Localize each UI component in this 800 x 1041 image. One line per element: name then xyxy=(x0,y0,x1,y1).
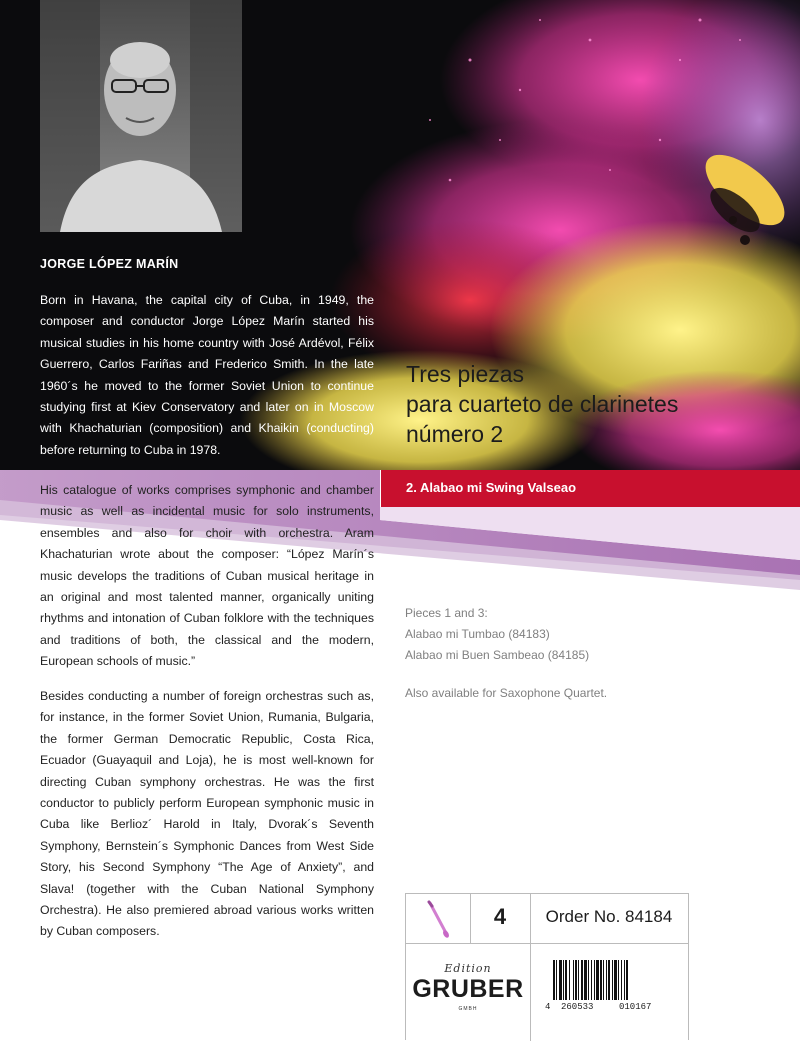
barcode-bar xyxy=(573,960,574,1000)
barcode-bar xyxy=(618,960,619,1000)
barcode-bar xyxy=(565,960,567,1000)
bio-text: Born in Havana, the capital city of Cuba, in 1949, the composer and conductor Jorge López Marín started his musical studies in his home country with José Ardévol, Félix Guerrero, Carlos Fariñas and Frederico Smith. In the late 1960´s he moved to the former Soviet Union to continue studying first at Kiev Conservatory and later on in Moscow with Khachaturian (composition) and Khaikin (conducting) before returning to Cuba in 1978. xyxy=(40,293,374,457)
bio-paragraph-1 xyxy=(40,290,374,461)
barcode-bar xyxy=(559,960,562,1000)
logo-edition: Edition xyxy=(444,962,492,975)
barcode-bar xyxy=(603,960,604,1000)
piece-banner xyxy=(381,470,800,507)
clarinet-icon xyxy=(424,900,454,938)
bio-text: Besides conducting a number of foreign orchestras such as, for instance, in the former Soviet Union, Rumania, Bulgaria, the former German Democratic Republic, Costa Rica, Ecuador (Guayaquil and Loja), he is most well-known for directing Cuban symphony orchestras. He was the first conductor to publicly perform European symphonic music in Cuba like Berlioz´ Harold in Italy, Dvorak´s Seventh Symphony, Bernstein´s Symphonic Dances from West Side Story, his Second Symphony “The Age of Anxiety”, and Slava! (together with the Cuban National Symphony Orchestra). He also premiered abroad various works written by Cuban composers. xyxy=(40,689,374,939)
publisher-logo xyxy=(406,944,530,1041)
barcode-bar xyxy=(588,960,589,1000)
barcode-bar xyxy=(606,960,607,1000)
list-item: Alabao mi Buen Sambeao (84185) xyxy=(405,648,590,662)
title-line: Tres piezas xyxy=(406,361,525,387)
barcode-bar xyxy=(584,960,587,1000)
barcode-bar xyxy=(608,960,610,1000)
barcode-bar xyxy=(614,960,617,1000)
barcode-digit-group: 010167 xyxy=(619,1002,652,1012)
barcode-bar xyxy=(578,960,579,1000)
barcode-digit-group: 260533 xyxy=(561,1002,594,1012)
order-number: Order No. 84184 xyxy=(545,907,673,926)
bio-paragraph-2 xyxy=(40,480,374,673)
barcode-bar xyxy=(556,960,557,1000)
other-pieces-heading: Pieces 1 and 3: xyxy=(405,606,488,620)
composer-photo xyxy=(40,0,242,232)
player-count: 4 xyxy=(493,904,507,929)
title-line: número 2 xyxy=(406,421,504,447)
barcode-bar xyxy=(575,960,577,1000)
barcode-bar xyxy=(612,960,613,1000)
piece-title: 2. Alabao mi Swing Valseao xyxy=(406,480,577,495)
barcode-bar xyxy=(621,960,622,1000)
product-info-box xyxy=(405,893,689,1040)
barcode-bar xyxy=(553,960,555,1000)
title-line: para cuarteto de clarinetes xyxy=(406,391,679,417)
barcode-digit-group: 4 xyxy=(545,1002,551,1012)
logo-suffix: GMBH xyxy=(458,1006,478,1012)
list-item: Alabao mi Tumbao (84183) xyxy=(405,627,550,641)
bio-paragraph-3 xyxy=(40,686,374,943)
barcode-bar xyxy=(563,960,564,1000)
composer-name: JORGE LÓPEZ MARÍN xyxy=(40,257,179,271)
barcode-bar xyxy=(591,960,592,1000)
barcode-bar xyxy=(596,960,599,1000)
barcode-bar xyxy=(569,960,570,1000)
barcode-bar xyxy=(626,960,628,1000)
barcode-bar xyxy=(600,960,602,1000)
barcode-bar xyxy=(581,960,583,1000)
work-title xyxy=(406,359,678,449)
logo-name: GRUBER xyxy=(412,975,524,1003)
also-available-note: Also available for Saxophone Quartet. xyxy=(405,686,608,700)
barcode-bar xyxy=(624,960,625,1000)
barcode-bar xyxy=(594,960,595,1000)
bio-text: His catalogue of works comprises symphonic and chamber music as well as incidental music for solo instruments, ensembles and also for choir with orchestra. Aram Khachaturian wrote about the composer: “López Marín´s music develops the traditions of Cuban musical heritage in an original and most talented manner, organically uniting rhythms and intonation of Cuban folklore with the techniques and traditions of both, the classical and the modern, European schools of music.” xyxy=(40,483,374,669)
other-pieces xyxy=(405,603,589,666)
